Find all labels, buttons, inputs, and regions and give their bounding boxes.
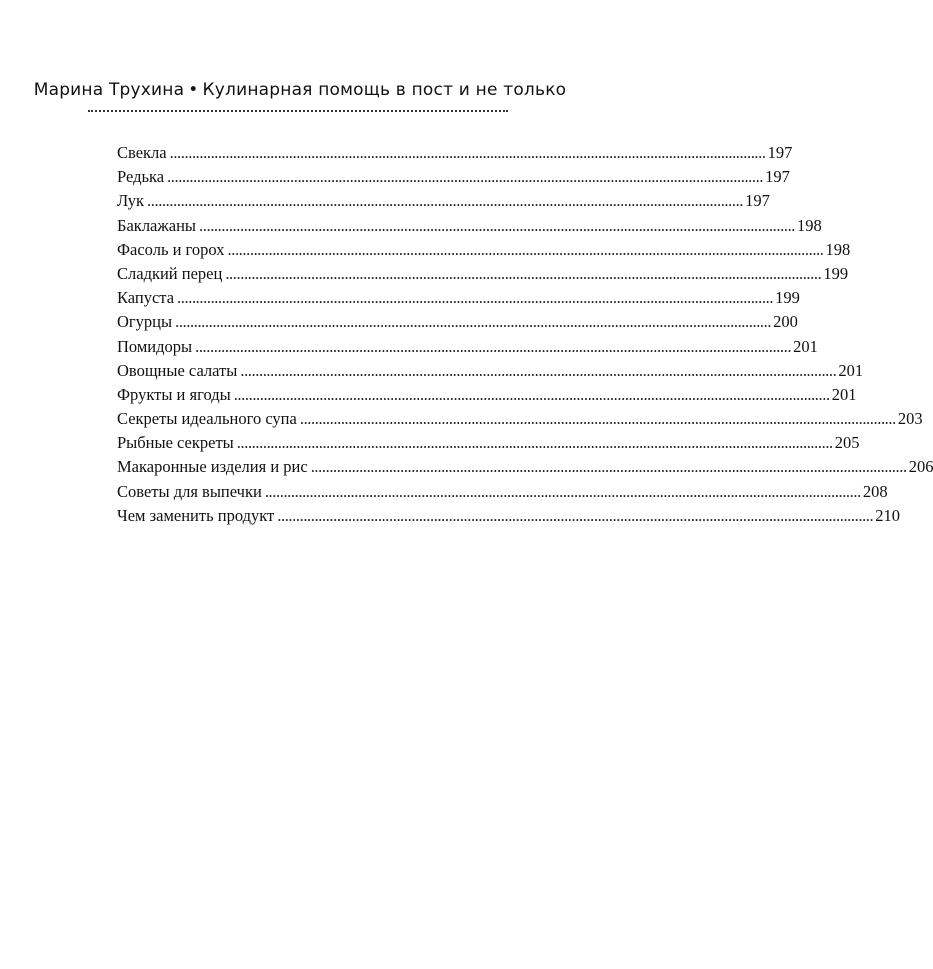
toc-entry-page-number: 205 xyxy=(834,433,860,453)
toc-entry xyxy=(117,262,849,286)
toc-entry xyxy=(117,335,818,359)
toc-entry xyxy=(117,480,888,504)
header-book-title: Кулинарная помощь в пост и не только xyxy=(202,80,567,100)
toc-entry-page-number: 200 xyxy=(773,312,798,332)
toc-entry-title: Капуста xyxy=(117,288,175,308)
toc-entry-title: Советы для выпечки xyxy=(117,481,262,501)
toc-entry-page-number: 199 xyxy=(823,263,849,283)
toc-entry-title: Чем заменить продукт xyxy=(117,505,275,525)
toc-entry xyxy=(117,431,860,455)
toc-entry xyxy=(117,165,790,189)
toc-entry-page-number: 201 xyxy=(838,360,864,380)
toc-entry-page-number: 199 xyxy=(775,288,800,308)
toc-entry xyxy=(117,359,864,383)
toc-dot-leader: ................................................................................................................................................................ xyxy=(277,505,874,525)
toc-dot-leader: ................................................................................................................................................................ xyxy=(299,409,896,429)
toc-entry-title: Лук xyxy=(117,191,145,211)
toc-entry xyxy=(117,504,901,528)
toc-entry xyxy=(117,310,798,334)
toc-entry-page-number: 208 xyxy=(862,481,888,501)
toc-dot-leader: ................................................................................................................................................................ xyxy=(199,215,796,235)
toc-entry xyxy=(117,407,923,431)
toc-entry xyxy=(117,214,822,238)
toc-dot-leader: ................................................................................................................................................................ xyxy=(310,457,907,477)
toc-entry-title: Овощные салаты xyxy=(117,360,238,380)
toc-entry-title: Сладкий перец xyxy=(117,263,223,283)
toc-dot-leader: ................................................................................................................................................................ xyxy=(233,384,830,404)
toc-entry-title: Огурцы xyxy=(117,312,173,332)
toc-entry xyxy=(117,286,800,310)
toc-entry-title: Фрукты и ягоды xyxy=(117,384,231,404)
toc-entry-page-number: 197 xyxy=(767,143,793,162)
toc-entry xyxy=(117,141,793,165)
toc-entry-page-number: 201 xyxy=(831,384,857,404)
toc-entry-title: Редька xyxy=(117,167,165,187)
toc-entry xyxy=(117,383,857,407)
toc-entry-title: Макаронные изделия и рис xyxy=(117,457,308,477)
toc-dot-leader: ................................................................................................................................................................ xyxy=(227,239,824,259)
running-header xyxy=(0,80,600,100)
header-author: Марина Трухина xyxy=(33,80,185,100)
toc-entry-page-number: 198 xyxy=(825,239,851,259)
toc-entry-title: Рыбные секреты xyxy=(117,433,234,453)
toc-entry-page-number: 201 xyxy=(793,336,818,356)
toc-entry-page-number: 197 xyxy=(765,167,790,187)
header-separator: • xyxy=(188,80,199,100)
toc-entry-title: Фасоль и горох xyxy=(117,239,225,259)
toc-entry xyxy=(117,189,770,213)
toc-dot-leader: ................................................................................................................................................................ xyxy=(236,433,833,453)
toc-entry-page-number: 197 xyxy=(745,191,770,211)
toc-entry-page-number: 203 xyxy=(897,409,923,429)
toc-dot-leader: ................................................................................................................................................................ xyxy=(175,312,772,332)
toc-entry xyxy=(117,238,851,262)
toc-dot-leader: ................................................................................................................................................................ xyxy=(240,360,837,380)
toc-dot-leader: ................................................................................................................................................................ xyxy=(225,263,822,283)
toc-dot-leader: ................................................................................................................................................................ xyxy=(264,481,861,501)
toc-entry-title: Помидоры xyxy=(117,336,193,356)
toc-dot-leader: ................................................................................................................................................................ xyxy=(169,143,766,162)
toc-dot-leader: ................................................................................................................................................................ xyxy=(195,336,792,356)
toc-entry-page-number: 206 xyxy=(908,457,933,477)
toc-entry-page-number: 198 xyxy=(797,215,822,235)
toc-dot-leader: ................................................................................................................................................................ xyxy=(167,167,764,187)
table-of-contents xyxy=(117,141,933,528)
toc-entry-page-number: 210 xyxy=(875,505,901,525)
toc-entry xyxy=(117,455,933,479)
toc-entry-title: Секреты идеального супа xyxy=(117,409,297,429)
toc-entry-title: Свекла xyxy=(117,143,167,162)
toc-dot-leader: ................................................................................................................................................................ xyxy=(147,191,744,211)
header-dotted-rule xyxy=(88,110,508,112)
toc-dot-leader: ................................................................................................................................................................ xyxy=(177,288,774,308)
toc-entry-title: Баклажаны xyxy=(117,215,197,235)
